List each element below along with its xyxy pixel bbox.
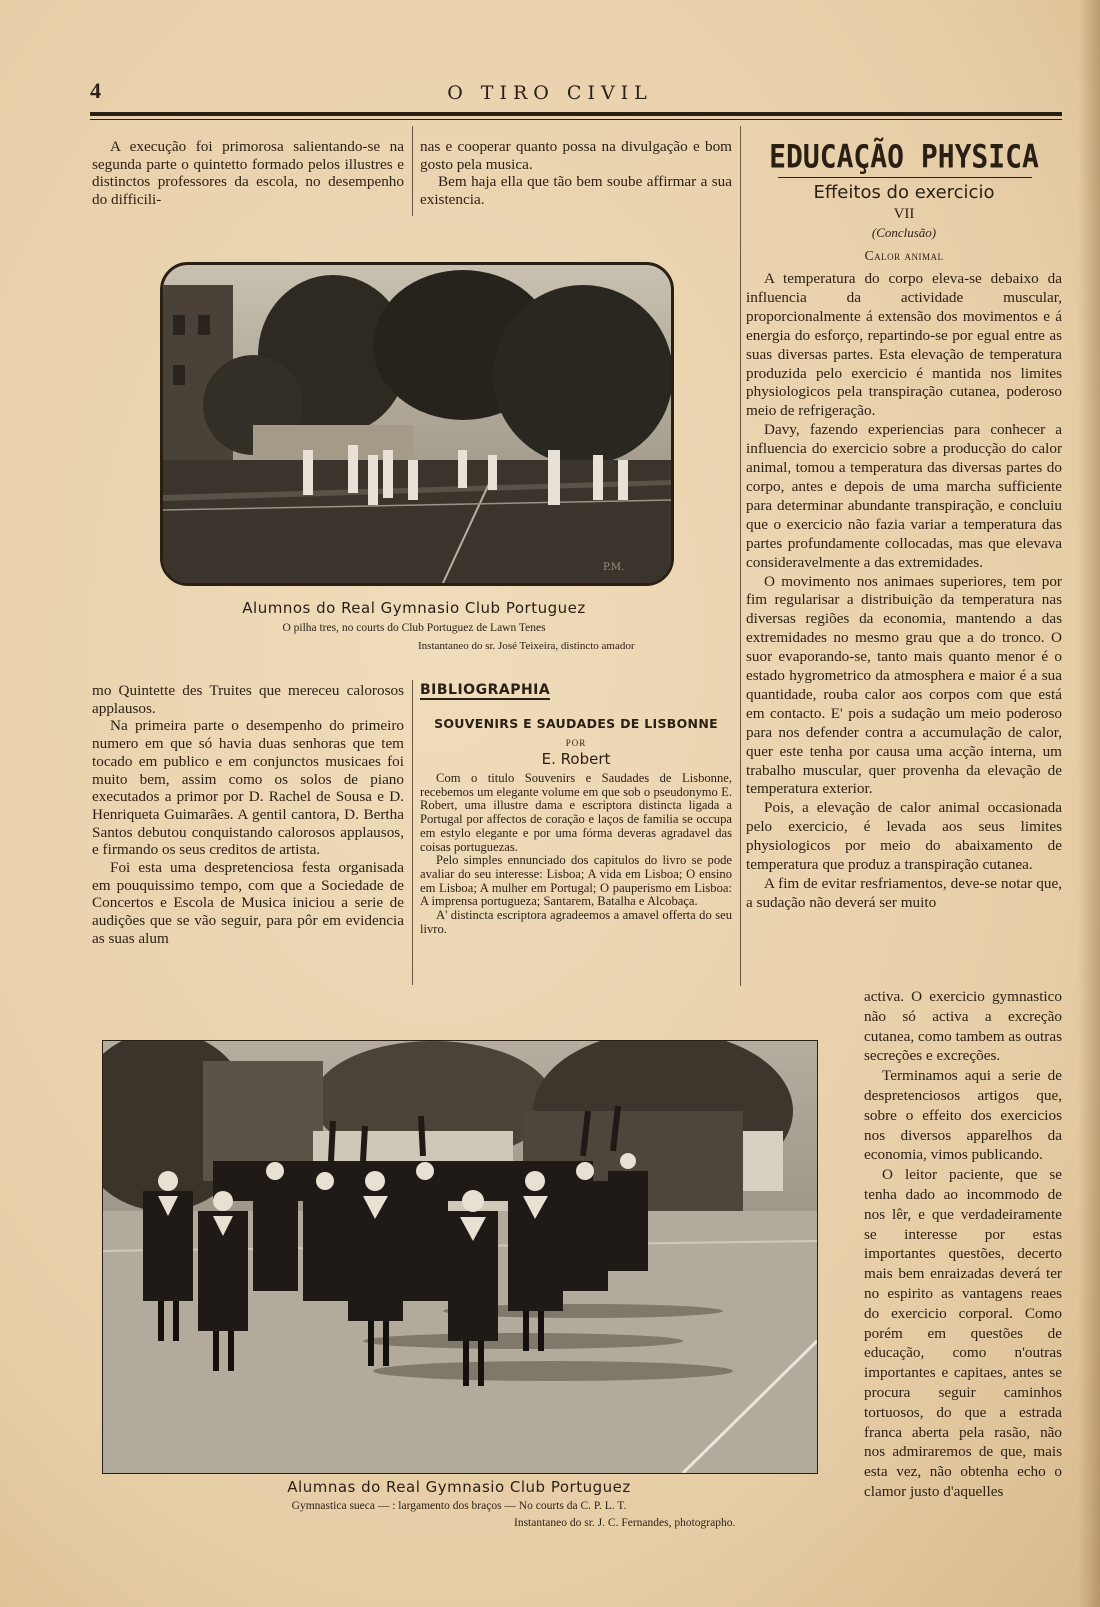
paragraph: Na primeira parte o desempenho do primeiro numero em que só havia duas senhoras que tem tocado em publico e em conjunctos musicaes foi muito bem, assim como os solos de piano executados a primor por D. Rachel de Sousa e D. Henriqueta Guimarães. A gentil cantora, D. Bertha Santos debutou conquistando calorosos applausos, e firmando os seus creditos de artista. [92, 717, 404, 859]
paragraph: Pelo simples ennunciado dos capitulos do livro se pode avaliar do seu interesse: Lisboa; A vida em Lisboa; O ensino em Lisboa; A mulher em Portugal; O pauperismo em Lisboa: A imprensa portugueza; Santarem, Batalha e Alcobaça. [420, 853, 732, 909]
paragraph: A' distincta escriptora agradeemos a amavel offerta do seu livro. [420, 908, 732, 936]
photo-illustration [103, 1041, 817, 1473]
masthead: O TIRO CIVIL [447, 82, 653, 104]
title-underline [778, 177, 1032, 178]
column-rule-mid [412, 680, 413, 985]
paragraph: O movimento nos animaes superiores, tem por fim regularisar a distribuição da temperatura nas diversas regiões da economia, mantendo a das extremidades no mesmo grau que a do tronco. O suor evaporando-se, tanto mais quanto menor é o estado hygrometrico da atmosphera e maior é a sua quantidade, rouba calor aos corpos com que está em contacto. E' pois a sudação um meio poderoso para nos defender contra a accumulação de calor, quer este tenha por causa uma acção interna, um trabalho muscular, quer provenha da elevação de temperatura exterior. [746, 572, 1062, 798]
photo-illustration [163, 265, 671, 583]
photo2-caption-title: Alumnas do Real Gymnasio Club Portuguez [287, 1478, 631, 1496]
header-rule-thick [90, 112, 1062, 116]
subsection-heading: Calor animal [864, 248, 944, 263]
book-author: E. Robert [541, 750, 611, 768]
paragraph: O leitor paciente, que se tenha dado ao incommodo de nos lêr, e que verdadeiramente se interesse por estas importantes questões, decerto mais bem enraizadas deverá ter no espirito as vantagens reaes do exercicio corporal. Como porém em questões de educação, como n'outras importantes e capitaes, antes se procura seguir caminhos tortuosos, do que a estrada franca aberta pela rasão, não nos admiraremos de que, mais esta vez, não obtenha echo o clamor justo d'aquelles [864, 1166, 1062, 1500]
paragraph: Terminamos aqui a serie de despretenciosos artigos que, sobre o effeito dos exercicios nos diversos apparelhos da economia, vimos publicando. [864, 1067, 1062, 1164]
bibliographia-heading: BIBLIOGRAPHIA [420, 682, 551, 698]
paragraph: A fim de evitar resfriamentos, deve-se notar que, a sudação não deverá ser muito [746, 875, 1062, 911]
paragraph: nas e cooperar quanto possa na divulgação e bom gosto pela musica. [420, 138, 732, 173]
photo2-caption-subtitle: Gymnastica sueca — : largamento dos braços — No courts da C. P. L. T. [291, 1500, 627, 1512]
photo-tennis-court-boys [160, 262, 674, 586]
photo-girls-gymnastics [102, 1040, 818, 1474]
column-rule-top [412, 126, 413, 216]
column-rule-right [740, 126, 741, 986]
paragraph: mo Quintette des Truites que mereceu calorosos applausos. [92, 682, 404, 717]
section-title: EDUCAÇÃO PHYSICA [769, 137, 1039, 176]
photo2-caption-credit: Instantaneo do sr. J. C. Fernandes, photographo. [514, 1517, 736, 1529]
educacao-body-narrow [864, 987, 1062, 1502]
photo1-caption-title: Alumnos do Real Gymnasio Club Portuguez [242, 599, 586, 617]
section-subtitle: Effeitos do exercicio [813, 182, 995, 203]
article-continuation-col2 [420, 138, 732, 209]
page-number: 4 [90, 78, 101, 103]
article-continuation-col1 [92, 138, 404, 209]
paragraph: Pois, a elevação de calor animal occasionada pelo exercicio, é levada aos seus limites physiologicos por meio do abaixamento de temperatura que produz a transpiração cutanea. [746, 799, 1062, 874]
header-rule-thin [90, 119, 1062, 120]
photo1-caption-credit: Instantaneo do sr. José Teixeira, distincto amador [418, 640, 635, 652]
page-edge-shadow [1078, 0, 1100, 1607]
book-title: SOUVENIRS E SAUDADES DE LISBONNE [434, 716, 718, 731]
paragraph: Davy, fazendo experiencias para conhecer a influencia do exercicio sobre a producção do calor animal, tomou a temperatura das diversas partes do corpo, antes e depois de uma marcha sufficiente para determinar abundante transpiração, e concluiu que o exercicio não fazia variar a temperatura das partes profundamente collocadas, mas que elevava consideravelmente a das extremidades. [746, 421, 1062, 571]
paragraph: activa. O exercicio gymnastico não só activa a excreção cutanea, como tambem as outras secreções e excreções. [864, 988, 1062, 1065]
paragraph: A temperatura do corpo eleva-se debaixo da influencia da actividade muscular, proporcionalmente á extensão dos movimentos e á energia do esforço, repartindo-se por egual entre as suas diversas partes. Esta elevação de temperatura produzida pelo exercicio é mantida nos limites physiologicos pela transpiração cutanea, poderoso meio de refrigeração. [746, 270, 1062, 420]
conclusion-label: (Conclusão) [871, 225, 937, 240]
educacao-body [746, 270, 1062, 913]
paragraph: Bem haja ella que tão bem soube affirmar a sua existencia. [420, 173, 732, 209]
paragraph: Com o titulo Souvenirs e Saudades de Lisbonne, recebemos um elegante volume em que sob o pseudonymo E. Robert, uma illustre dama e escriptora distincta ligada a Portugal por affectos de coração e laços de familia se occupa em estylo elegante e por uma fórma deveras agradavel das coisas portuguezas. [420, 771, 732, 854]
chapter-numeral: VII [893, 206, 915, 222]
by-label: POR [565, 738, 587, 748]
photo1-caption-subtitle: O pilha tres, no courts do Club Portuguez de Lawn Tenes [282, 622, 546, 634]
photo-signature: P.M. [603, 562, 625, 573]
paragraph: Foi esta uma despretenciosa festa organisada em pouquissimo tempo, com que a Sociedade de Concertos e Escola de Musica iniciou a serie de audições que se vão seguir, para pôr em evidencia as suas alum [92, 859, 404, 947]
paragraph: A execução foi primorosa salientando-se na segunda parte o quintetto formado pelos illustres e distinctos professores da escola, no desempenho do difficili- [92, 138, 404, 209]
bibliographia-text [420, 772, 732, 936]
article-continuation-col1-mid [92, 682, 404, 948]
